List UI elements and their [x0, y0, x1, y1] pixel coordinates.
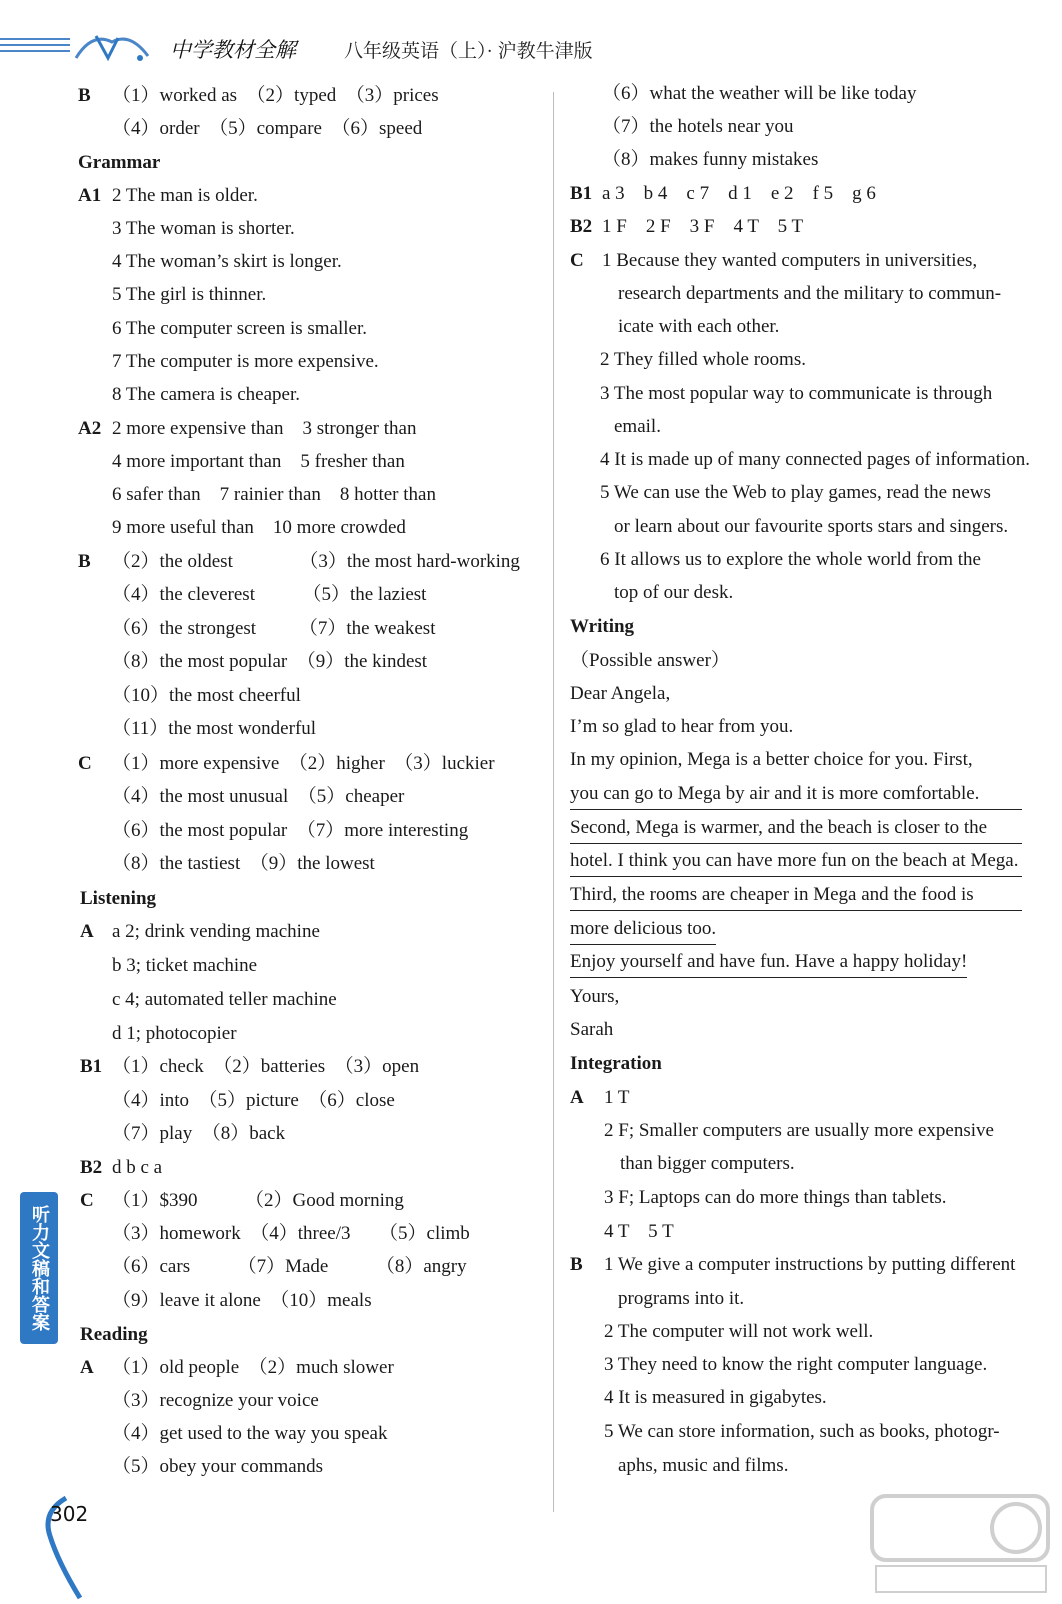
label-b: B: [78, 551, 91, 572]
section-writing: Writing: [570, 616, 635, 637]
answer-line: 8 The camera is cheaper.: [112, 384, 300, 405]
answer-line: （1）check （2）batteries （3）open: [112, 1056, 420, 1077]
label-b2: B2: [570, 216, 593, 237]
label-a1: A1: [78, 185, 102, 206]
answer-line: 1 We give a computer instructions by putting different: [604, 1254, 1016, 1275]
answer-line: （4）the most unusual （5）cheaper: [112, 786, 405, 807]
answer-line: icate with each other.: [618, 316, 780, 337]
label-b2: B2: [80, 1157, 103, 1178]
answer-line: （5）obey your commands: [112, 1456, 324, 1477]
answer-line: 3 F; Laptops can do more things than tablets.: [604, 1187, 947, 1208]
answer-line: than bigger computers.: [620, 1153, 795, 1174]
answer-line: （11）the most wonderful: [112, 718, 317, 739]
writing-line: I’m so glad to hear from you.: [570, 716, 794, 737]
answer-line: （4）into （5）picture （6）close: [112, 1090, 395, 1111]
answer-line: top of our desk.: [614, 582, 734, 603]
answer-line: （1）worked as （2）typed （3）prices: [112, 85, 439, 106]
answer-line: c 4; automated teller machine: [112, 989, 337, 1010]
answer-line: （8）the tastiest （9）the lowest: [112, 853, 375, 874]
page-header: [0, 0, 1062, 70]
label-b: B: [78, 85, 91, 106]
answer-line: 5 The girl is thinner.: [112, 284, 267, 305]
answer-line: （7）the hotels near you: [602, 116, 794, 137]
book-logo-icon: [72, 28, 152, 64]
writing-line: Sarah: [570, 1019, 614, 1040]
answer-line: aphs, music and films.: [618, 1455, 789, 1476]
answer-line: research departments and the military to commun-: [618, 283, 1002, 304]
label-c: C: [570, 250, 584, 271]
answer-line: 5 We can store information, such as books, photogr-: [604, 1421, 1000, 1442]
answer-line: 4 T 5 T: [604, 1221, 674, 1242]
answer-line: 4 It is made up of many connected pages of information.: [600, 449, 1031, 470]
book-subtitle: 八年级英语（上）· 沪教牛津版: [344, 41, 593, 62]
answer-line: 5 We can use the Web to play games, read the news: [600, 482, 991, 503]
answer-line: 7 The computer is more expensive.: [112, 351, 379, 372]
writing-line-underlined: more delicious too.: [570, 917, 716, 945]
label-b1: B1: [570, 183, 593, 204]
answer-line: 4 The woman’s skirt is longer.: [112, 251, 342, 272]
section-reading: Reading: [80, 1324, 148, 1345]
writing-line: In my opinion, Mega is a better choice for you. First,: [570, 749, 973, 770]
answer-line: a 3 b 4 c 7 d 1 e 2 f 5 g 6: [602, 183, 876, 204]
answer-line: 2 more expensive than 3 stronger than: [112, 418, 417, 439]
answer-line: （3）recognize your voice: [112, 1390, 319, 1411]
answer-line: 4 more important than 5 fresher than: [112, 451, 405, 472]
label-a: A: [80, 1357, 94, 1378]
answer-line: 3 They need to know the right computer language.: [604, 1354, 988, 1375]
answer-line: 1 F 2 F 3 F 4 T 5 T: [602, 216, 804, 237]
answer-line: programs into it.: [618, 1288, 745, 1309]
writing-line-underlined: Third, the rooms are cheaper in Mega and the food is: [570, 883, 1022, 911]
writing-line: Yours,: [570, 986, 620, 1007]
answer-line: （4）get used to the way you speak: [112, 1423, 388, 1444]
answer-line: （7）play （8）back: [112, 1123, 286, 1144]
answer-line: （2）the oldest （3）the most hard-working: [112, 551, 520, 572]
answer-line: （6）cars （7）Made （8）angry: [112, 1256, 467, 1277]
label-a: A: [570, 1087, 584, 1108]
writing-line: （Possible answer）: [570, 650, 730, 671]
answer-line: a 2; drink vending machine: [112, 921, 320, 942]
answer-line: or learn about our favourite sports stars and singers.: [614, 516, 1009, 537]
answer-line: （8）makes funny mistakes: [602, 149, 819, 170]
answer-line: （10）the most cheerful: [112, 685, 301, 706]
answer-line: （1）$390 （2）Good morning: [112, 1190, 404, 1211]
answer-line: 6 The computer screen is smaller.: [112, 318, 368, 339]
watermark-logo: [866, 1488, 1056, 1598]
answer-line: （4）the cleverest （5）the laziest: [112, 584, 427, 605]
answer-line: 3 The most popular way to communicate is through: [600, 383, 993, 404]
answer-line: 1 T: [604, 1087, 630, 1108]
section-grammar: Grammar: [78, 152, 161, 173]
writing-line-underlined: Enjoy yourself and have fun. Have a happy holiday!: [570, 950, 967, 978]
answer-line: 2 The man is older.: [112, 185, 258, 206]
answer-line: （6）the strongest （7）the weakest: [112, 618, 436, 639]
header-rule-lines: [0, 38, 70, 60]
answer-line: d b c a: [112, 1157, 163, 1178]
side-tab-answers: 听力文稿和答案: [20, 1192, 58, 1344]
answer-line: （3）homework （4）three/3 （5）climb: [112, 1223, 470, 1244]
writing-line-underlined: you can go to Mega by air and it is more comfortable.: [570, 782, 1022, 810]
watermark-stamp-icon: [866, 1488, 1056, 1598]
answer-line: （6）what the weather will be like today: [602, 83, 917, 104]
section-listening: Listening: [80, 888, 157, 909]
answer-line: （9）leave it alone （10）meals: [112, 1290, 372, 1311]
column-divider: [553, 92, 554, 1512]
answer-line: 2 F; Smaller computers are usually more expensive: [604, 1120, 994, 1141]
answer-line: 3 The woman is shorter.: [112, 218, 295, 239]
answer-line: 6 It allows us to explore the whole world from the: [600, 549, 981, 570]
label-c: C: [78, 753, 92, 774]
writing-line-underlined: Second, Mega is warmer, and the beach is closer to the: [570, 816, 1022, 844]
answer-line: d 1; photocopier: [112, 1023, 237, 1044]
answer-line: （8）the most popular （9）the kindest: [112, 651, 428, 672]
answer-line: （4）order （5）compare （6）speed: [112, 118, 423, 139]
answer-line: 9 more useful than 10 more crowded: [112, 517, 406, 538]
answer-line: 4 It is measured in gigabytes.: [604, 1387, 827, 1408]
answer-line: b 3; ticket machine: [112, 955, 258, 976]
answer-line: （6）the most popular （7）more interesting: [112, 820, 469, 841]
label-c: C: [80, 1190, 94, 1211]
book-title: 中学教材全解: [170, 38, 296, 62]
answer-line: 1 Because they wanted computers in universities,: [602, 250, 978, 271]
section-integration: Integration: [570, 1053, 662, 1074]
answer-line: （1）more expensive （2）higher （3）luckier: [112, 753, 495, 774]
label-b: B: [570, 1254, 583, 1275]
answer-line: 6 safer than 7 rainier than 8 hotter than: [112, 484, 436, 505]
label-a: A: [80, 921, 94, 942]
answer-line: email.: [614, 416, 661, 437]
page-number: 302: [50, 1502, 89, 1526]
writing-line: Dear Angela,: [570, 683, 671, 704]
answer-line: 2 They filled whole rooms.: [600, 349, 806, 370]
writing-line-underlined: hotel. I think you can have more fun on the beach at Mega.: [570, 849, 1022, 877]
answer-line: （1）old people （2）much slower: [112, 1357, 394, 1378]
answer-line: 2 The computer will not work well.: [604, 1321, 874, 1342]
label-a2: A2: [78, 418, 102, 439]
label-b1: B1: [80, 1056, 103, 1077]
